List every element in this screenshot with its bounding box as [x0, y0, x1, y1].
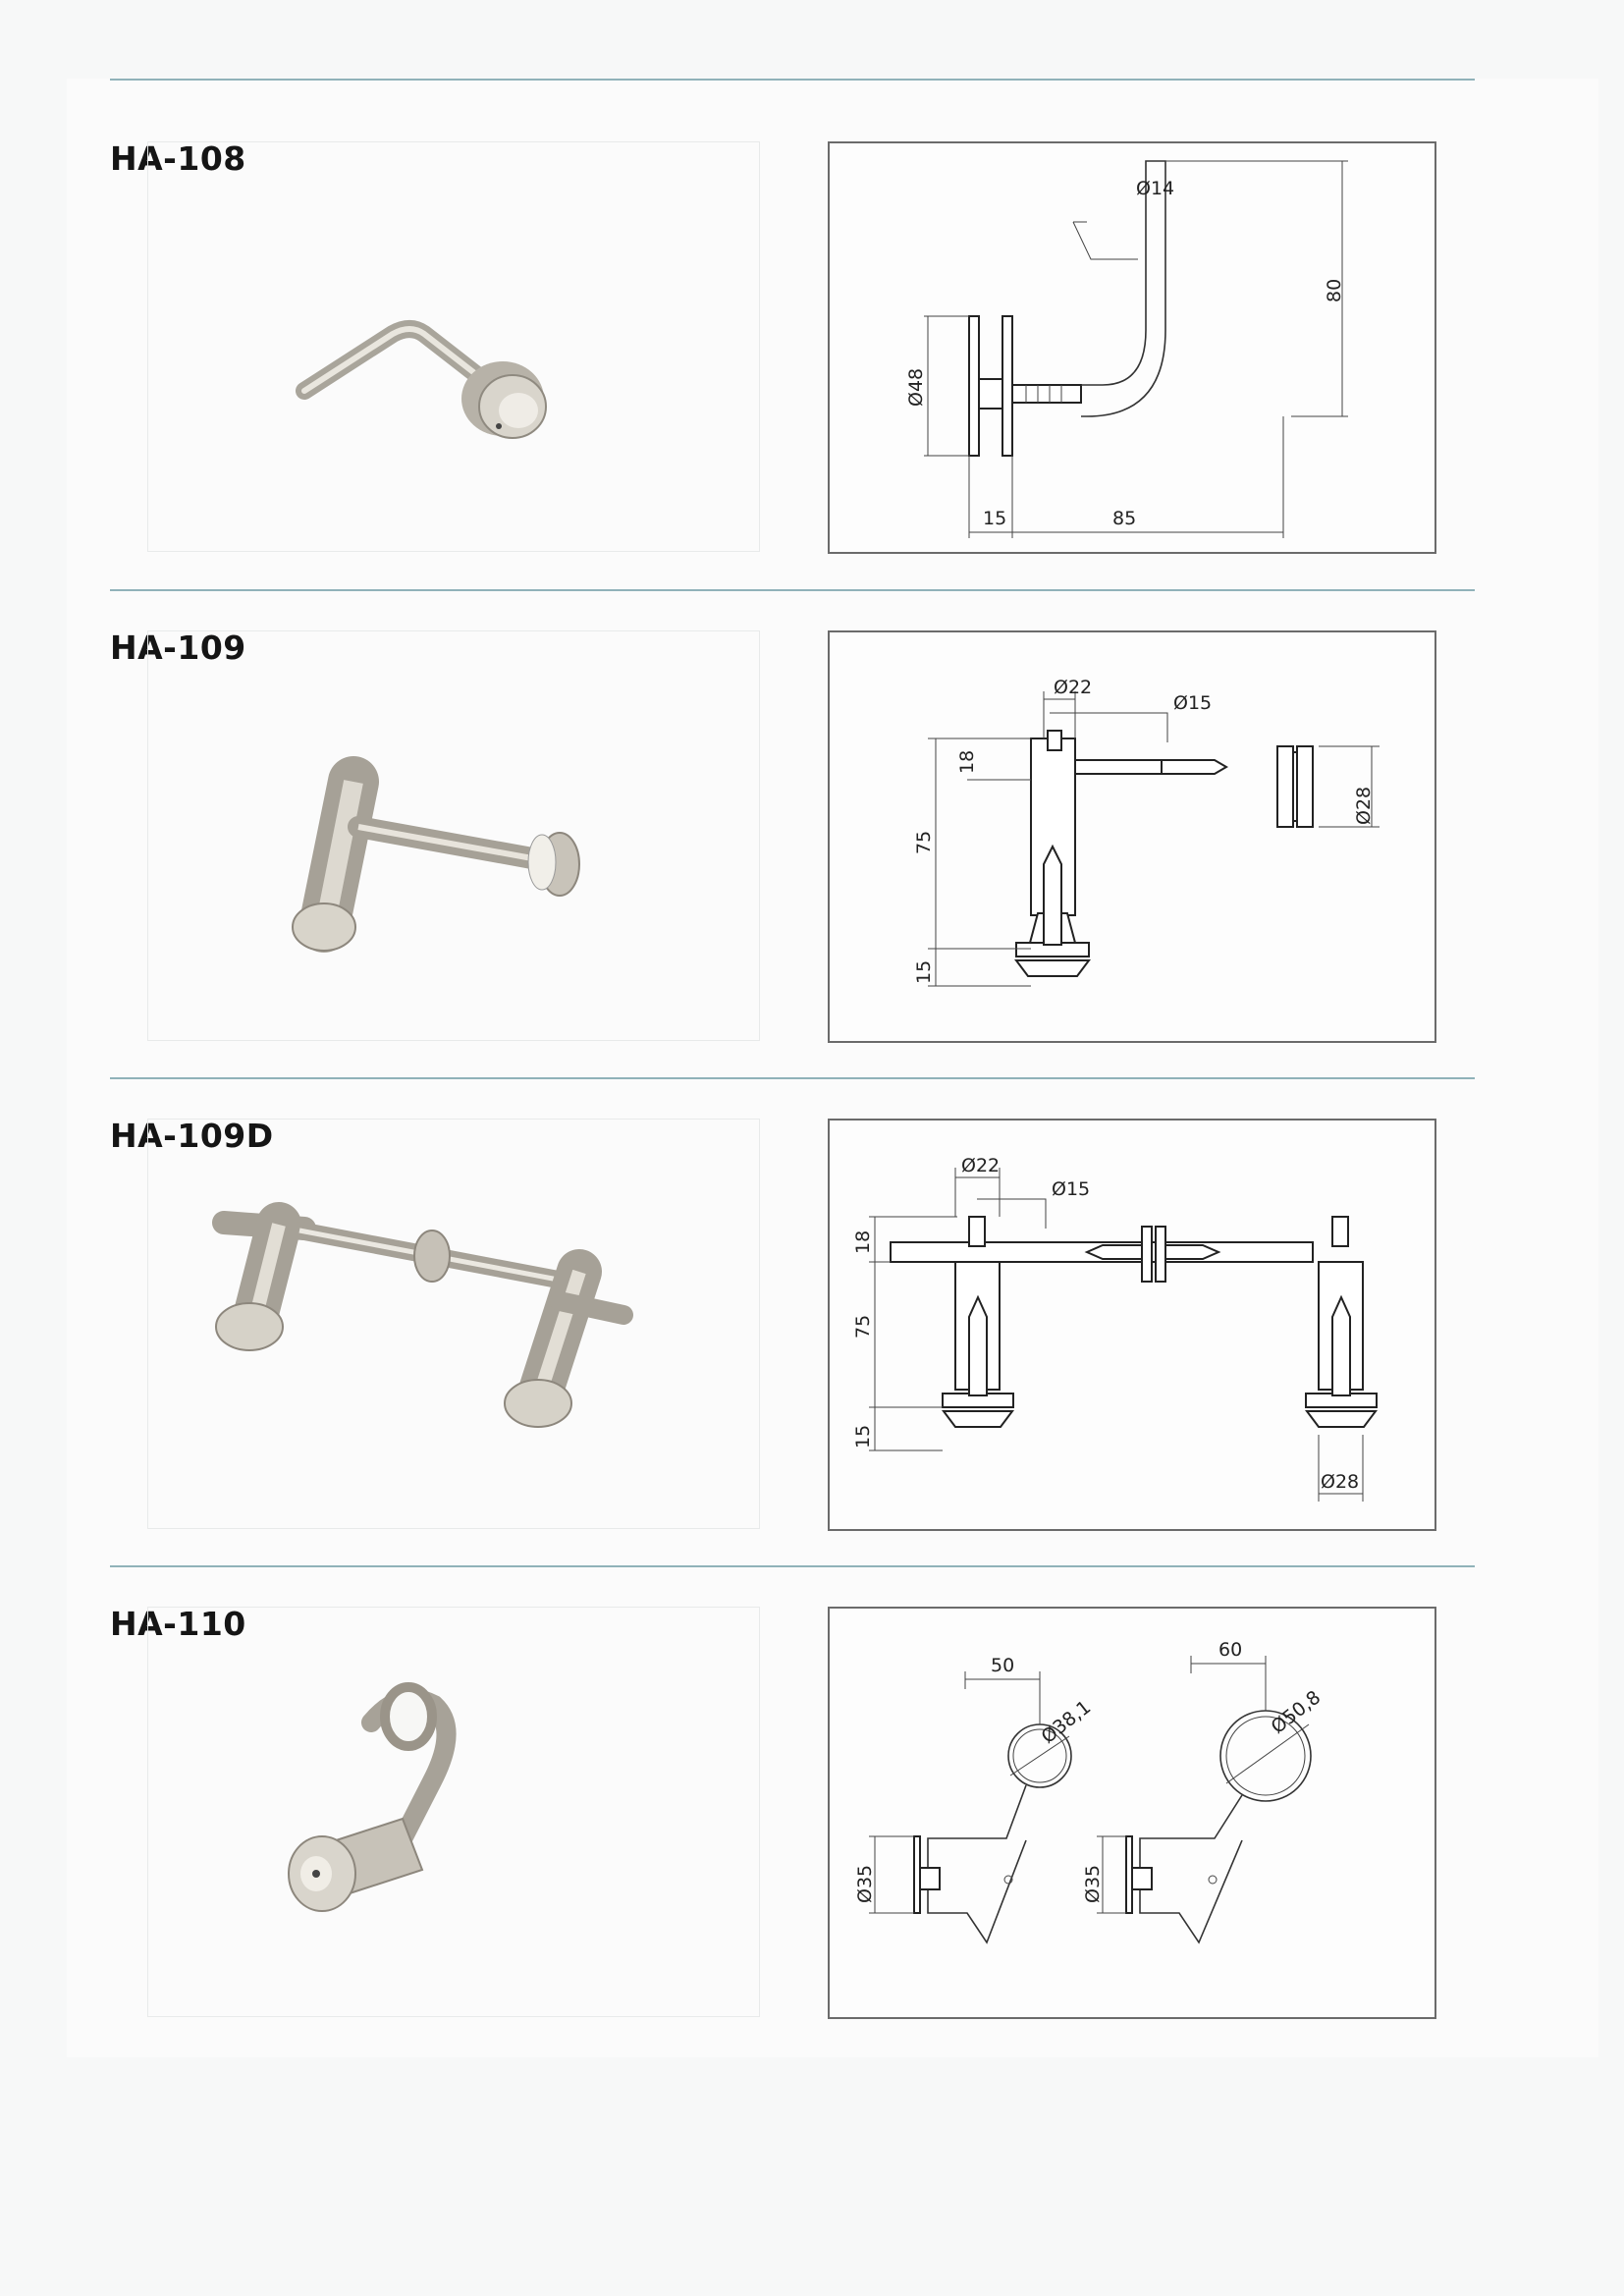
- svg-text:Ø38,1: Ø38,1: [1037, 1696, 1096, 1748]
- section-divider: [110, 589, 1475, 591]
- model-title: HA-109D: [110, 1117, 274, 1155]
- svg-text:75: 75: [852, 1314, 874, 1339]
- svg-text:85: 85: [1112, 508, 1137, 529]
- technical-drawing: [830, 1121, 1435, 1529]
- technical-drawing: [830, 143, 1435, 552]
- svg-text:60: 60: [1218, 1639, 1243, 1661]
- model-title: HA-108: [110, 139, 246, 178]
- svg-text:Ø15: Ø15: [1052, 1178, 1091, 1200]
- svg-text:Ø50,8: Ø50,8: [1267, 1686, 1326, 1738]
- svg-text:15: 15: [983, 508, 1007, 529]
- svg-text:Ø28: Ø28: [1353, 786, 1375, 825]
- technical-drawing-ha108: [828, 141, 1436, 554]
- handrail-bracket-photo: [147, 141, 766, 554]
- product-photo-ha109d: [147, 1119, 766, 1531]
- product-photo-ha109: [147, 630, 766, 1043]
- svg-text:50: 50: [991, 1655, 1015, 1676]
- top-rule: [110, 79, 1475, 81]
- handrail-bracket-photo: [147, 1119, 766, 1531]
- svg-text:Ø28: Ø28: [1321, 1471, 1360, 1493]
- model-title: HA-109: [110, 629, 246, 667]
- svg-text:Ø15: Ø15: [1173, 692, 1213, 714]
- svg-text:18: 18: [956, 749, 978, 774]
- section-divider: [110, 1565, 1475, 1567]
- svg-text:18: 18: [852, 1230, 874, 1254]
- handrail-bracket-photo: [147, 1607, 766, 2019]
- svg-text:75: 75: [913, 830, 935, 854]
- svg-text:15: 15: [852, 1424, 874, 1449]
- svg-text:Ø35: Ø35: [1082, 1864, 1104, 1903]
- svg-text:Ø14: Ø14: [1136, 178, 1175, 199]
- svg-text:Ø35: Ø35: [854, 1864, 876, 1903]
- product-photo-ha110: [147, 1607, 766, 2019]
- model-title: HA-110: [110, 1605, 246, 1643]
- technical-drawing-ha110: [828, 1607, 1436, 2019]
- section-divider: [110, 1077, 1475, 1079]
- svg-text:80: 80: [1324, 278, 1345, 302]
- svg-text:Ø22: Ø22: [961, 1155, 1001, 1176]
- svg-text:Ø22: Ø22: [1054, 677, 1093, 698]
- product-photo-ha108: [147, 141, 766, 554]
- technical-drawing-ha109: [828, 630, 1436, 1043]
- technical-drawing-ha109d: [828, 1119, 1436, 1531]
- svg-text:Ø48: Ø48: [905, 367, 927, 407]
- technical-drawing: [830, 632, 1435, 1041]
- technical-drawing: [830, 1609, 1435, 2017]
- handrail-bracket-photo: [147, 630, 766, 1043]
- svg-text:15: 15: [913, 959, 935, 984]
